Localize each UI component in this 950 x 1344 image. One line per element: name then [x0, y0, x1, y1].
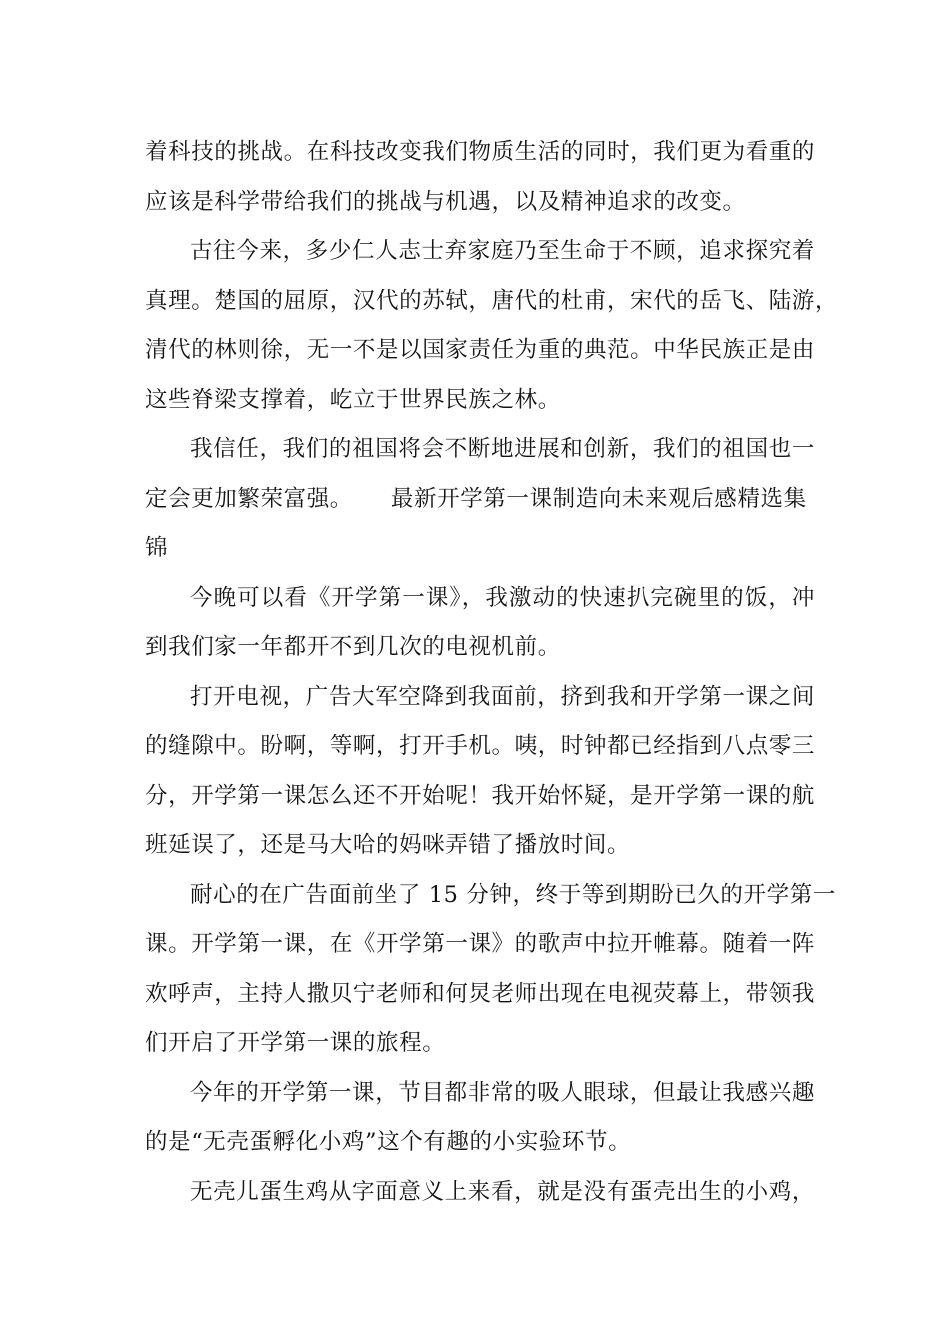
text-line: 们开启了开学第一课的旅程。: [145, 1030, 446, 1056]
text-line: 我信任，我们的祖国将会不断地进展和创新，我们的祖国也一: [190, 436, 815, 462]
text-line: 今晚可以看《开学第一课》，我激动的快速扒完碗里的饭，冲: [190, 584, 815, 611]
text-line: 的缝隙中。盼啊，等啊，打开手机。咦，时钟都已经指到八点零三: [145, 733, 815, 759]
paragraph: [145, 871, 836, 1069]
text-line: 应该是科学带给我们的挑战与机遇，以及精神追求的改变。: [145, 188, 746, 215]
text-line: 着科技的挑战。在科技改变我们物质生活的同时，我们更为看重的: [145, 139, 815, 165]
paragraph: [145, 1069, 815, 1168]
paragraph: [145, 673, 815, 871]
text-line: 无壳儿蛋生鸡从字面意义上来看，就是没有蛋壳出生的小鸡，: [190, 1178, 815, 1205]
paragraph: [145, 574, 815, 673]
text-line: 真理。楚国的屈原，汉代的苏轼，唐代的杜甫，宋代的岳飞、陆游，: [145, 287, 839, 314]
text-line: 今年的开学第一课，节目都非常的吸人眼球，但最让我感兴趣: [190, 1079, 815, 1106]
text-line: 这些脊梁支撑着，屹立于世界民族之林。: [145, 386, 561, 413]
text-line: 班延误了，还是马大哈的妈咪弄错了播放时间。: [145, 832, 631, 858]
text-line: 锦: [145, 535, 169, 561]
paragraph: [145, 227, 839, 425]
text-segment: 定会更加繁荣富强。: [145, 485, 353, 512]
inline-article-title: 最新开学第一课制造向未来观后感精选集: [390, 485, 807, 512]
text-line: 课。开学第一课，在《开学第一课》的歌声中拉开帷幕。随着一阵: [145, 931, 815, 957]
document-body: [145, 128, 839, 1217]
text-line: 到我们家一年都开不到几次的电视机前。: [145, 634, 561, 660]
paragraph: [145, 425, 815, 574]
text-line: 的是“无壳蛋孵化小鸡”这个有趣的小实验环节。: [145, 1129, 632, 1155]
text-line: 耐心的在广告面前坐了 15 分钟，终于等到期盼已久的开学第一: [190, 881, 836, 908]
text-line: [145, 475, 815, 525]
text-line: 欢呼声，主持人撒贝宁老师和何炅老师出现在电视荧幕上，带领我: [145, 980, 815, 1007]
text-line: 打开电视，广告大军空降到我面前，挤到我和开学第一课之间: [190, 683, 815, 710]
paragraph: [145, 1168, 815, 1218]
text-line: 清代的林则徐，无一不是以国家责任为重的典范。中华民族正是由: [145, 337, 815, 363]
paragraph: [145, 128, 815, 227]
text-line: 分，开学第一课怎么还不开始呢！我开始怀疑，是开学第一课的航: [145, 782, 815, 809]
text-line: 古往今来，多少仁人志士弃家庭乃至生命于不顾，追求探究着: [190, 238, 815, 264]
